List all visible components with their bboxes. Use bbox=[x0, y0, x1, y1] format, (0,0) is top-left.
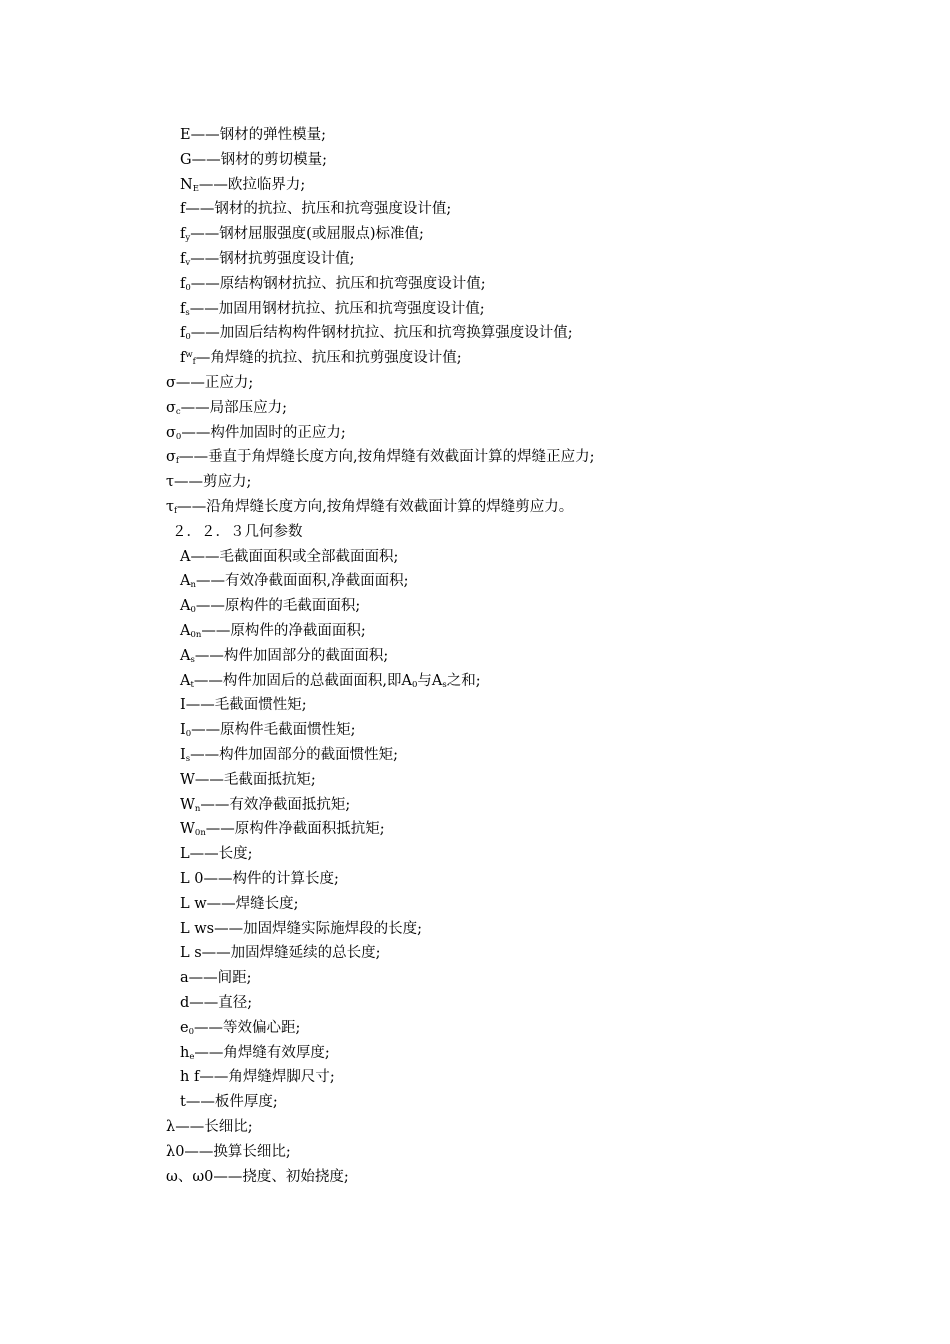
text: ——角焊缝有效厚度; bbox=[194, 1044, 330, 1061]
text: A bbox=[180, 647, 191, 664]
definition-line bbox=[180, 1068, 335, 1086]
text: 之和; bbox=[446, 672, 481, 689]
definition-line bbox=[180, 1019, 300, 1037]
text: σ bbox=[166, 424, 176, 441]
subscript: 0n bbox=[190, 630, 202, 640]
definition-line bbox=[180, 349, 462, 367]
subscript: 0 bbox=[185, 729, 192, 740]
definition-line bbox=[166, 399, 287, 417]
text: I——毛截面惯性矩; bbox=[180, 697, 307, 714]
text: λ0——换算长细比; bbox=[166, 1143, 291, 1160]
definition-line bbox=[180, 920, 422, 938]
definition-line bbox=[180, 895, 299, 913]
definition-line bbox=[166, 1118, 253, 1136]
text: A bbox=[180, 623, 191, 639]
definition-line bbox=[180, 845, 253, 863]
text: ——构件加固时的正应力; bbox=[181, 424, 346, 441]
definition-line bbox=[180, 176, 305, 194]
text: f bbox=[180, 325, 186, 342]
text: I bbox=[180, 747, 186, 763]
text: ——构件加固后的总截面面积,即A bbox=[193, 672, 412, 689]
text: d——直径; bbox=[180, 995, 253, 1011]
text: e bbox=[180, 1019, 189, 1036]
text: 与A bbox=[417, 672, 443, 689]
text: σ——正应力; bbox=[166, 375, 254, 391]
text: L s——加固焊缝延续的总长度; bbox=[180, 945, 381, 962]
definition-line bbox=[180, 126, 326, 144]
text: ——钢材抗剪强度设计值; bbox=[190, 251, 355, 267]
definition-line bbox=[180, 275, 486, 293]
text: A bbox=[180, 672, 191, 689]
definition-line bbox=[166, 1168, 349, 1186]
text: A——毛截面面积或全部截面面积; bbox=[180, 548, 399, 565]
text: W bbox=[180, 796, 195, 813]
definition-line bbox=[180, 1044, 330, 1062]
text: ——钢材屈服强度(或屈服点)标准值; bbox=[190, 226, 424, 243]
subscript: t bbox=[190, 679, 194, 690]
text: f bbox=[180, 275, 186, 292]
definition-line bbox=[180, 944, 381, 962]
text: G——钢材的剪切模量; bbox=[180, 151, 327, 168]
definition-line bbox=[166, 473, 251, 491]
text: f bbox=[180, 300, 186, 317]
text: ——构件加固部分的截面面积; bbox=[194, 647, 389, 664]
text: τ——剪应力; bbox=[166, 474, 252, 491]
text: ——有效净截面面积,净截面面积; bbox=[195, 573, 409, 590]
text: L——长度; bbox=[180, 846, 253, 863]
text: h bbox=[180, 1044, 190, 1061]
text: ——原结构钢材抗拉、抗压和抗弯强度设计值; bbox=[190, 275, 486, 292]
text: L w——焊缝长度; bbox=[180, 895, 299, 912]
definition-line bbox=[180, 250, 355, 268]
text: N bbox=[180, 176, 193, 193]
subscript: s bbox=[442, 679, 447, 690]
definition-line bbox=[166, 498, 573, 516]
definition-line bbox=[180, 969, 252, 987]
text: ——有效净截面抵抗矩; bbox=[200, 796, 351, 813]
text: σ bbox=[166, 399, 176, 416]
definition-line bbox=[166, 374, 253, 392]
subscript: f bbox=[192, 357, 196, 368]
definition-line bbox=[180, 548, 398, 566]
text: ——局部压应力; bbox=[180, 399, 288, 416]
definition-line bbox=[166, 1143, 291, 1161]
text: σ bbox=[166, 449, 176, 466]
subscript: s bbox=[190, 654, 195, 665]
text: ——垂直于角焊缝长度方向,按角焊缝有效截面计算的焊缝正应力; bbox=[179, 449, 595, 466]
subscript: f bbox=[175, 456, 180, 467]
text: ω、ω0——挠度、初始挠度; bbox=[166, 1168, 349, 1185]
definition-line bbox=[180, 225, 424, 243]
text: W bbox=[180, 821, 195, 838]
text: ——构件加固部分的截面惯性矩; bbox=[190, 747, 398, 763]
definition-line bbox=[180, 324, 573, 342]
definition-line bbox=[180, 672, 481, 690]
subscript: 0 bbox=[412, 679, 418, 690]
subscript: s bbox=[185, 754, 191, 764]
text: h f——角焊缝焊脚尺寸; bbox=[180, 1069, 335, 1086]
text: ——等效偏心距; bbox=[194, 1019, 301, 1036]
text: f bbox=[180, 251, 186, 267]
definition-line bbox=[180, 597, 360, 615]
definition-line bbox=[180, 1093, 278, 1111]
subscript: 0 bbox=[190, 605, 196, 616]
definition-line bbox=[180, 572, 408, 590]
text: f——钢材的抗拉、抗压和抗弯强度设计值; bbox=[180, 201, 452, 218]
subscript: e bbox=[189, 1051, 195, 1062]
subscript: 0 bbox=[185, 332, 191, 343]
text: A bbox=[180, 598, 191, 615]
definition-line bbox=[180, 622, 366, 640]
text: ２．２．３几何参数 bbox=[172, 523, 303, 540]
subscript: 0 bbox=[175, 431, 182, 442]
superscript: w bbox=[185, 350, 193, 361]
subscript: v bbox=[185, 258, 191, 268]
text: a——间距; bbox=[180, 970, 252, 987]
text: ——原构件的毛截面面积; bbox=[195, 598, 361, 615]
definition-line bbox=[180, 647, 388, 665]
subscript: 0n bbox=[194, 828, 206, 839]
text: ——沿角焊缝长度方向,按角焊缝有效截面计算的焊缝剪应力。 bbox=[177, 499, 574, 515]
definition-line bbox=[180, 870, 339, 888]
text: f bbox=[180, 350, 186, 367]
text: t——板件厚度; bbox=[180, 1094, 278, 1111]
text: τ bbox=[166, 499, 175, 515]
text: ——欧拉临界力; bbox=[198, 176, 306, 193]
definition-line bbox=[180, 721, 356, 739]
definition-line bbox=[180, 796, 350, 814]
subscript: E bbox=[192, 183, 199, 194]
definition-line bbox=[180, 994, 252, 1012]
section-heading bbox=[172, 523, 303, 541]
text: E——钢材的弹性模量; bbox=[180, 127, 326, 143]
text: ——原构件的净截面面积; bbox=[201, 623, 366, 639]
definition-line bbox=[180, 300, 485, 318]
text: f bbox=[180, 226, 186, 243]
text: L 0——构件的计算长度; bbox=[180, 871, 339, 887]
definition-line bbox=[180, 200, 451, 218]
subscript: f bbox=[174, 506, 178, 516]
text: ——加固后结构构件钢材抗拉、抗压和抗弯换算强度设计值; bbox=[190, 325, 573, 342]
definition-line bbox=[166, 448, 595, 466]
text: A bbox=[180, 573, 191, 590]
definition-line bbox=[166, 424, 346, 442]
subscript: c bbox=[175, 406, 181, 417]
text: L ws——加固焊缝实际施焊段的长度; bbox=[180, 920, 422, 937]
subscript: s bbox=[185, 307, 190, 318]
subscript: 0 bbox=[188, 1026, 195, 1037]
subscript: n bbox=[194, 803, 201, 814]
definition-line bbox=[180, 696, 307, 714]
text: ——加固用钢材抗拉、抗压和抗弯强度设计值; bbox=[189, 300, 485, 317]
text: ——原构件毛截面惯性矩; bbox=[191, 722, 356, 739]
text: λ——长细比; bbox=[166, 1119, 253, 1135]
text: W——毛截面抵抗矩; bbox=[180, 771, 316, 788]
text: ——原构件净截面积抵抗矩; bbox=[205, 821, 385, 838]
definition-line bbox=[180, 746, 398, 764]
text: —角焊缝的抗拉、抗压和抗剪强度设计值; bbox=[195, 350, 462, 367]
definition-line bbox=[180, 151, 327, 169]
subscript: 0 bbox=[185, 282, 191, 293]
definition-line bbox=[180, 771, 316, 789]
subscript: y bbox=[185, 233, 191, 244]
text: I bbox=[180, 722, 186, 739]
subscript: n bbox=[190, 580, 196, 591]
definition-line bbox=[180, 820, 385, 838]
